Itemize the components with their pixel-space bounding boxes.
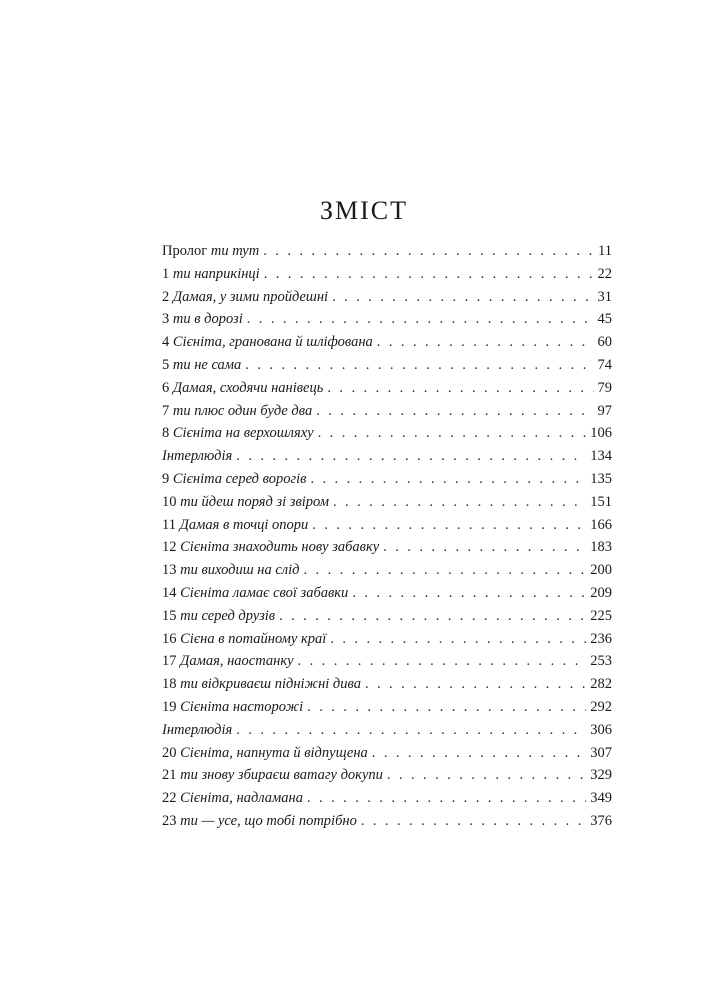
toc-dot-leader [377, 331, 594, 354]
toc-entry-title: Інтерлюдія [162, 448, 233, 465]
toc-entry-title: Сієніта серед ворогів [172, 470, 307, 487]
toc-entry-page-number: 376 [590, 812, 612, 829]
toc-dot-leader [247, 308, 594, 331]
toc-dot-leader [307, 787, 586, 810]
toc-dot-leader [372, 742, 586, 765]
toc-entry-page-number: 22 [597, 265, 612, 282]
toc-entry-number: 10 [162, 493, 177, 510]
toc-dot-leader [330, 628, 586, 651]
toc-entry-number: 7 [162, 402, 170, 419]
toc-entry-page-number: 134 [590, 448, 612, 465]
toc-dot-leader [387, 764, 586, 787]
toc-entry-title: Сієна в потайному краї [180, 630, 327, 647]
toc-entry [162, 536, 612, 559]
toc-entry [162, 377, 612, 400]
toc-entry-title: ти тут [210, 243, 260, 259]
toc-entry-title: ти відкриваєш підніжні дива [180, 676, 361, 693]
toc-dot-leader [264, 263, 594, 286]
toc-entry-title: Сієніта знаходить нову забавку [180, 539, 380, 556]
toc-entry-number: 3 [162, 311, 170, 328]
toc-entry [162, 445, 612, 468]
toc-entry [162, 673, 612, 696]
toc-entry [162, 354, 612, 377]
toc-entry-number: 19 [162, 698, 177, 715]
toc-entry-title: Інтерлюдія [162, 721, 233, 738]
toc-dot-leader [298, 650, 587, 673]
toc-entry-title: ти йдеш поряд зі звіром [180, 493, 329, 510]
toc-entry-page-number: 292 [590, 698, 612, 715]
toc-dot-leader [383, 536, 586, 559]
toc-dot-leader [236, 445, 586, 468]
toc-entry-number: 17 [162, 653, 177, 670]
toc-entry [162, 240, 612, 263]
toc-entry-title: ти наприкінці [172, 265, 260, 282]
toc-entry [162, 400, 612, 423]
page-title: ЗМІСТ [319, 196, 409, 225]
toc-entry [162, 422, 612, 445]
toc-dot-leader [304, 559, 587, 582]
toc-entry-page-number: 200 [590, 562, 612, 579]
toc-entry-number: 16 [162, 630, 177, 647]
toc-entry-number: 11 [162, 516, 176, 533]
toc-entry-title: Сієніта, гранована й шліфована [172, 334, 373, 351]
toc-dot-leader [310, 468, 586, 491]
toc-entry [162, 263, 612, 286]
toc-entry-page-number: 45 [597, 311, 612, 328]
toc-dot-leader [279, 605, 586, 628]
toc-entry-page-number: 106 [590, 425, 612, 442]
toc-entry-title: Дамая, у зими пройдешні [172, 288, 329, 305]
toc-entry-page-number: 79 [597, 379, 612, 396]
toc-entry [162, 650, 612, 673]
toc-entry-page-number: 166 [590, 516, 612, 533]
toc-dot-leader [312, 514, 586, 537]
toc-entry-page-number: 60 [597, 334, 612, 351]
toc-dot-leader [263, 240, 594, 263]
toc-entry [162, 696, 612, 719]
toc-entry-page-number: 349 [590, 790, 612, 807]
toc-entry-title: Сієніта, напнута й відпущена [180, 744, 368, 761]
toc-entry-title: Сієніта на верхошляху [172, 425, 314, 442]
toc-entry-number: 5 [162, 356, 170, 373]
toc-dot-leader [333, 491, 586, 514]
toc-entry-page-number: 11 [598, 243, 612, 259]
toc-entry-title: ти — усе, що тобі потрібно [180, 812, 357, 829]
toc-entry-number: 2 [162, 288, 170, 305]
toc-entry-label: Пролог [162, 243, 208, 259]
toc-entry-page-number: 329 [590, 767, 612, 784]
toc-entry-page-number: 97 [597, 402, 612, 419]
toc-entry [162, 742, 612, 765]
toc-dot-leader [332, 286, 593, 309]
toc-entry [162, 582, 612, 605]
toc-dot-leader [318, 422, 587, 445]
toc-dot-leader [316, 400, 593, 423]
toc-entry [162, 628, 612, 651]
toc-entry-title: ти в дорозі [172, 311, 243, 328]
toc-entry-number: 12 [162, 539, 177, 556]
toc-entry-title: ти виходиш на слід [180, 562, 300, 579]
toc-entry-title: ти плюс один буде два [172, 402, 313, 419]
toc-entry [162, 308, 612, 331]
toc-entry-page-number: 209 [590, 584, 612, 601]
toc-entry-page-number: 253 [590, 653, 612, 670]
toc-entry-number: 13 [162, 562, 177, 579]
toc-entry-page-number: 151 [590, 493, 612, 510]
toc-entry-number: 4 [162, 334, 170, 351]
toc-entry [162, 810, 612, 833]
toc-entry [162, 764, 612, 787]
toc-entry [162, 787, 612, 810]
toc-entry-title: Дамая, наостанку [180, 653, 294, 670]
toc-dot-leader [245, 354, 593, 377]
toc-entry-page-number: 307 [590, 744, 612, 761]
toc-entry [162, 331, 612, 354]
toc-entry-title: Дамая, сходячи нанівець [172, 379, 324, 396]
toc-entry-number: 18 [162, 676, 177, 693]
toc-entry-number: 15 [162, 607, 177, 624]
toc-entry-number: 21 [162, 767, 177, 784]
toc-dot-leader [361, 810, 586, 833]
toc-entry [162, 605, 612, 628]
toc-entry-page-number: 183 [590, 539, 612, 556]
toc-entry-title: Сієніта, надламана [180, 790, 303, 807]
table-of-contents [162, 240, 612, 833]
toc-entry [162, 719, 612, 742]
toc-entry-number: 20 [162, 744, 177, 761]
toc-entry-title: Дамая в точці опори [179, 516, 309, 533]
toc-entry-number: 8 [162, 425, 170, 442]
toc-entry-page-number: 236 [590, 630, 612, 647]
toc-entry-page-number: 282 [590, 676, 612, 693]
toc-entry-page-number: 74 [597, 356, 612, 373]
toc-entry [162, 491, 612, 514]
toc-entry-title: ти не сама [172, 356, 242, 373]
toc-entry-title: Сієніта ламає свої забавки [180, 584, 349, 601]
toc-entry-number: 23 [162, 812, 177, 829]
toc-entry-title: ти знову збираєш ватагу докупи [180, 767, 383, 784]
toc-dot-leader [236, 719, 586, 742]
toc-entry-number: 9 [162, 470, 170, 487]
toc-dot-leader [307, 696, 586, 719]
toc-entry [162, 514, 612, 537]
toc-entry-number: 22 [162, 790, 177, 807]
toc-dot-leader [352, 582, 586, 605]
toc-entry-page-number: 306 [590, 721, 612, 738]
toc-entry-page-number: 31 [597, 288, 612, 305]
toc-dot-leader [327, 377, 593, 400]
toc-dot-leader [365, 673, 586, 696]
toc-entry [162, 559, 612, 582]
toc-entry-page-number: 225 [590, 607, 612, 624]
toc-entry [162, 468, 612, 491]
toc-entry-number: 6 [162, 379, 170, 396]
toc-entry [162, 286, 612, 309]
toc-entry-number: 14 [162, 584, 177, 601]
toc-entry-page-number: 135 [590, 470, 612, 487]
toc-entry-title: ти серед друзів [180, 607, 276, 624]
toc-entry-title: Сієніта насторожі [180, 698, 304, 715]
toc-entry-number: 1 [162, 265, 170, 282]
